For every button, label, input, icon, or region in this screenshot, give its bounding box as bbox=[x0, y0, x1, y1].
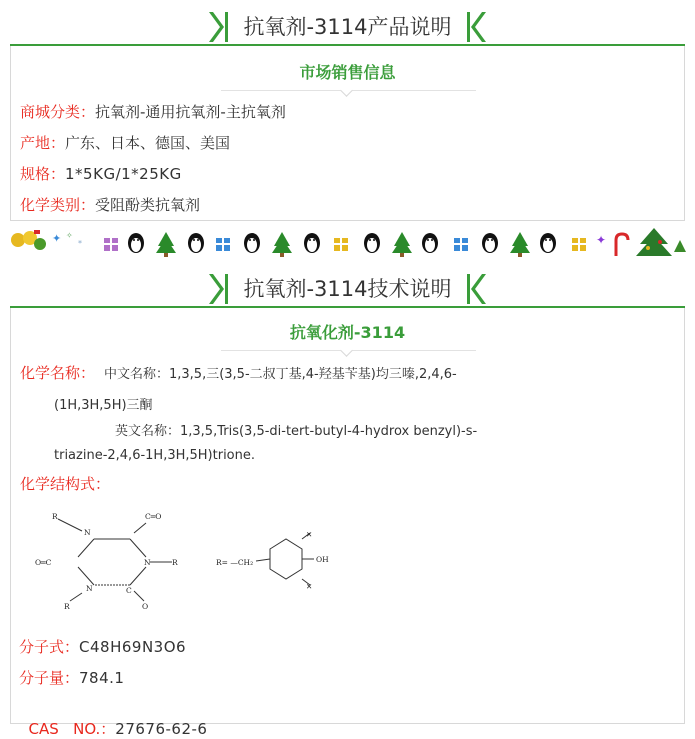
molecular-formula-row bbox=[19, 637, 186, 657]
chevron-left-icon bbox=[466, 12, 488, 42]
chevron-left-icon bbox=[466, 274, 488, 304]
gift-icon bbox=[572, 238, 586, 251]
technical-subheading: 抗氧化剂-3114 bbox=[289, 323, 406, 342]
molecular-weight-row bbox=[19, 668, 124, 688]
tree-icon bbox=[156, 232, 176, 257]
penguin-icon bbox=[188, 233, 204, 253]
svg-text:*: * bbox=[78, 239, 82, 248]
svg-text:✦: ✦ bbox=[52, 232, 62, 245]
penguin-icon bbox=[304, 233, 320, 253]
gift-icon bbox=[104, 238, 118, 251]
divider-notch bbox=[340, 84, 353, 97]
o-atom-1: C═O bbox=[145, 512, 162, 521]
hydroxyl-group: OH bbox=[316, 555, 329, 564]
gift-icon bbox=[334, 238, 348, 251]
spec-value: 1*5KG/1*25KG bbox=[65, 165, 182, 183]
category-value: 抗氧剂-通用抗氧剂-主抗氧剂 bbox=[95, 103, 286, 121]
candy-cane-icon bbox=[616, 234, 628, 256]
en-name-line2: triazine-2,4,6-1H,3H,5H)trione. bbox=[54, 448, 256, 463]
gift-icon bbox=[454, 238, 468, 251]
tree-icon bbox=[636, 228, 686, 256]
r-substituent-2: R bbox=[172, 558, 178, 567]
en-name-line1: 英文名称：1,3,5,Tris(3,5-di-tert-butyl-4-hydrox benzyl)-s- bbox=[115, 424, 478, 439]
cn-name-line1: 中文名称：1,3,5,三(3,5-二叔丁基,4-羟基苄基)均三嗪,2,4,6- bbox=[104, 367, 457, 382]
cas-number-value: 27676-62-6 bbox=[115, 720, 208, 738]
molecular-formula-label: 分子式： bbox=[19, 638, 80, 656]
chemical-structure-diagram bbox=[30, 505, 350, 617]
n-atom-2: N bbox=[144, 558, 151, 567]
product-title: 抗氧剂-3114产品说明 bbox=[233, 11, 461, 43]
structure-label: 化学结构式： bbox=[20, 475, 111, 493]
molecular-weight-label: 分子量： bbox=[19, 669, 80, 687]
spec-label: 规格： bbox=[20, 165, 66, 183]
divider-notch bbox=[340, 344, 353, 357]
svg-text:✧: ✧ bbox=[66, 231, 73, 240]
molecular-formula-value: C48H69N3O6 bbox=[79, 638, 187, 656]
cn-name-line2: (1H,3H,5H)三酮 bbox=[54, 398, 153, 413]
origin-row bbox=[20, 133, 230, 153]
structure-label-row bbox=[20, 474, 110, 494]
star-icon bbox=[52, 231, 82, 248]
bells-icon bbox=[11, 230, 46, 250]
spec-row bbox=[20, 164, 182, 184]
cas-number-row bbox=[19, 699, 207, 739]
chem-class-label: 化学类别： bbox=[20, 196, 96, 214]
chem-class-row bbox=[20, 195, 200, 215]
chem-class-value: 受阻酚类抗氧剂 bbox=[95, 196, 201, 214]
chevron-right-icon bbox=[207, 274, 229, 304]
cas-number-label: CAS NO.： bbox=[28, 720, 116, 738]
penguin-icon bbox=[244, 233, 260, 253]
penguin-icon bbox=[482, 233, 498, 253]
r-substituent-3: R bbox=[64, 602, 70, 611]
star-icon bbox=[596, 233, 606, 247]
r-definition: R= —CH₂ bbox=[216, 558, 254, 567]
chemical-name-row bbox=[20, 363, 95, 383]
c-atom: C bbox=[126, 586, 132, 595]
christmas-decoration-strip bbox=[8, 226, 688, 260]
gift-icon bbox=[216, 238, 230, 251]
svg-text:✕: ✕ bbox=[306, 530, 313, 539]
technical-title: 抗氧剂-3114技术说明 bbox=[233, 273, 461, 305]
penguin-icon bbox=[128, 233, 144, 253]
n-atom-3: N bbox=[86, 584, 93, 593]
origin-label: 产地： bbox=[20, 134, 66, 152]
svg-text:✦: ✦ bbox=[596, 233, 607, 247]
chevron-right-icon bbox=[207, 12, 229, 42]
market-info-heading: 市场销售信息 bbox=[299, 63, 396, 82]
product-header bbox=[0, 10, 695, 46]
n-atom-1: N bbox=[84, 528, 91, 537]
o-atom-3: O bbox=[142, 602, 149, 611]
chemical-name-label: 化学名称： bbox=[20, 364, 96, 382]
origin-value: 广东、日本、德国、美国 bbox=[65, 134, 231, 152]
penguin-icon bbox=[422, 233, 438, 253]
penguin-icon bbox=[540, 233, 556, 253]
market-info-box bbox=[10, 46, 685, 221]
tree-icon bbox=[510, 232, 530, 257]
molecular-weight-value: 784.1 bbox=[79, 669, 125, 687]
technical-header bbox=[0, 272, 695, 308]
svg-text:✕: ✕ bbox=[306, 582, 313, 591]
tree-icon bbox=[392, 232, 412, 257]
carbonyl-left: O═C bbox=[35, 558, 52, 567]
penguin-icon bbox=[364, 233, 380, 253]
category-row bbox=[20, 102, 286, 122]
r-substituent-1: R bbox=[52, 512, 58, 521]
category-label: 商城分类： bbox=[20, 103, 96, 121]
tree-icon bbox=[272, 232, 292, 257]
